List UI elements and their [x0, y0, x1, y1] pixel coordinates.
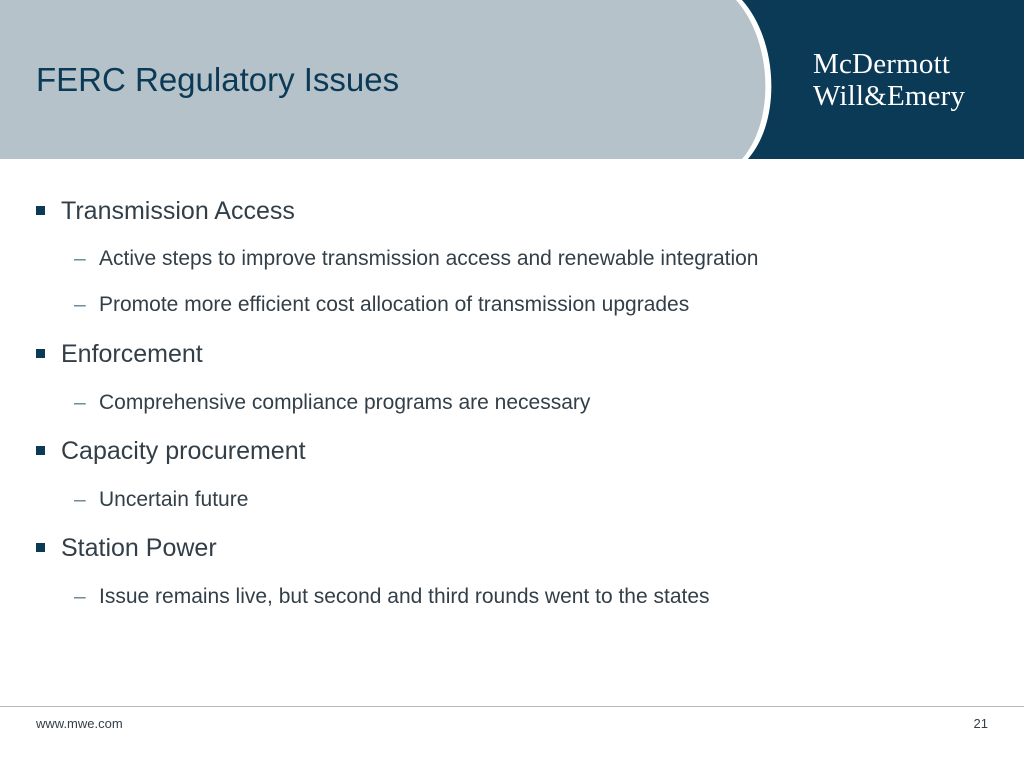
logo-line-2: Will&Emery — [813, 80, 966, 112]
bullet-square-icon — [36, 543, 45, 552]
footer-url: www.mwe.com — [36, 716, 123, 731]
bullet-station-power: Station Power — [61, 534, 217, 562]
bullet-enforcement: Enforcement — [61, 340, 203, 368]
bullet-square-icon — [36, 349, 45, 358]
sub-bullet-active-steps: Active steps to improve transmission access and renewable integration — [99, 247, 759, 270]
dash-icon: – — [74, 585, 86, 608]
sub-bullet-cost-allocation: Promote more efficient cost allocation of transmission upgrades — [99, 293, 690, 316]
dash-icon: – — [74, 391, 86, 414]
bullet-transmission-access: Transmission Access — [61, 197, 295, 225]
footer-divider — [0, 706, 1024, 707]
bullet-capacity-procurement: Capacity procurement — [61, 437, 306, 465]
dash-icon: – — [74, 488, 86, 511]
bullet-square-icon — [36, 446, 45, 455]
sub-bullet-compliance: Comprehensive compliance programs are necessary — [99, 391, 591, 414]
dash-icon: – — [74, 293, 86, 316]
bullet-square-icon — [36, 206, 45, 215]
page-title: FERC Regulatory Issues — [36, 61, 400, 98]
logo-line-1: McDermott — [813, 48, 951, 80]
page-number: 21 — [973, 716, 988, 731]
sub-bullet-uncertain-future: Uncertain future — [99, 488, 249, 511]
dash-icon: – — [74, 247, 86, 270]
sub-bullet-issue-remains-live: Issue remains live, but second and third rounds went to the states — [99, 585, 710, 608]
